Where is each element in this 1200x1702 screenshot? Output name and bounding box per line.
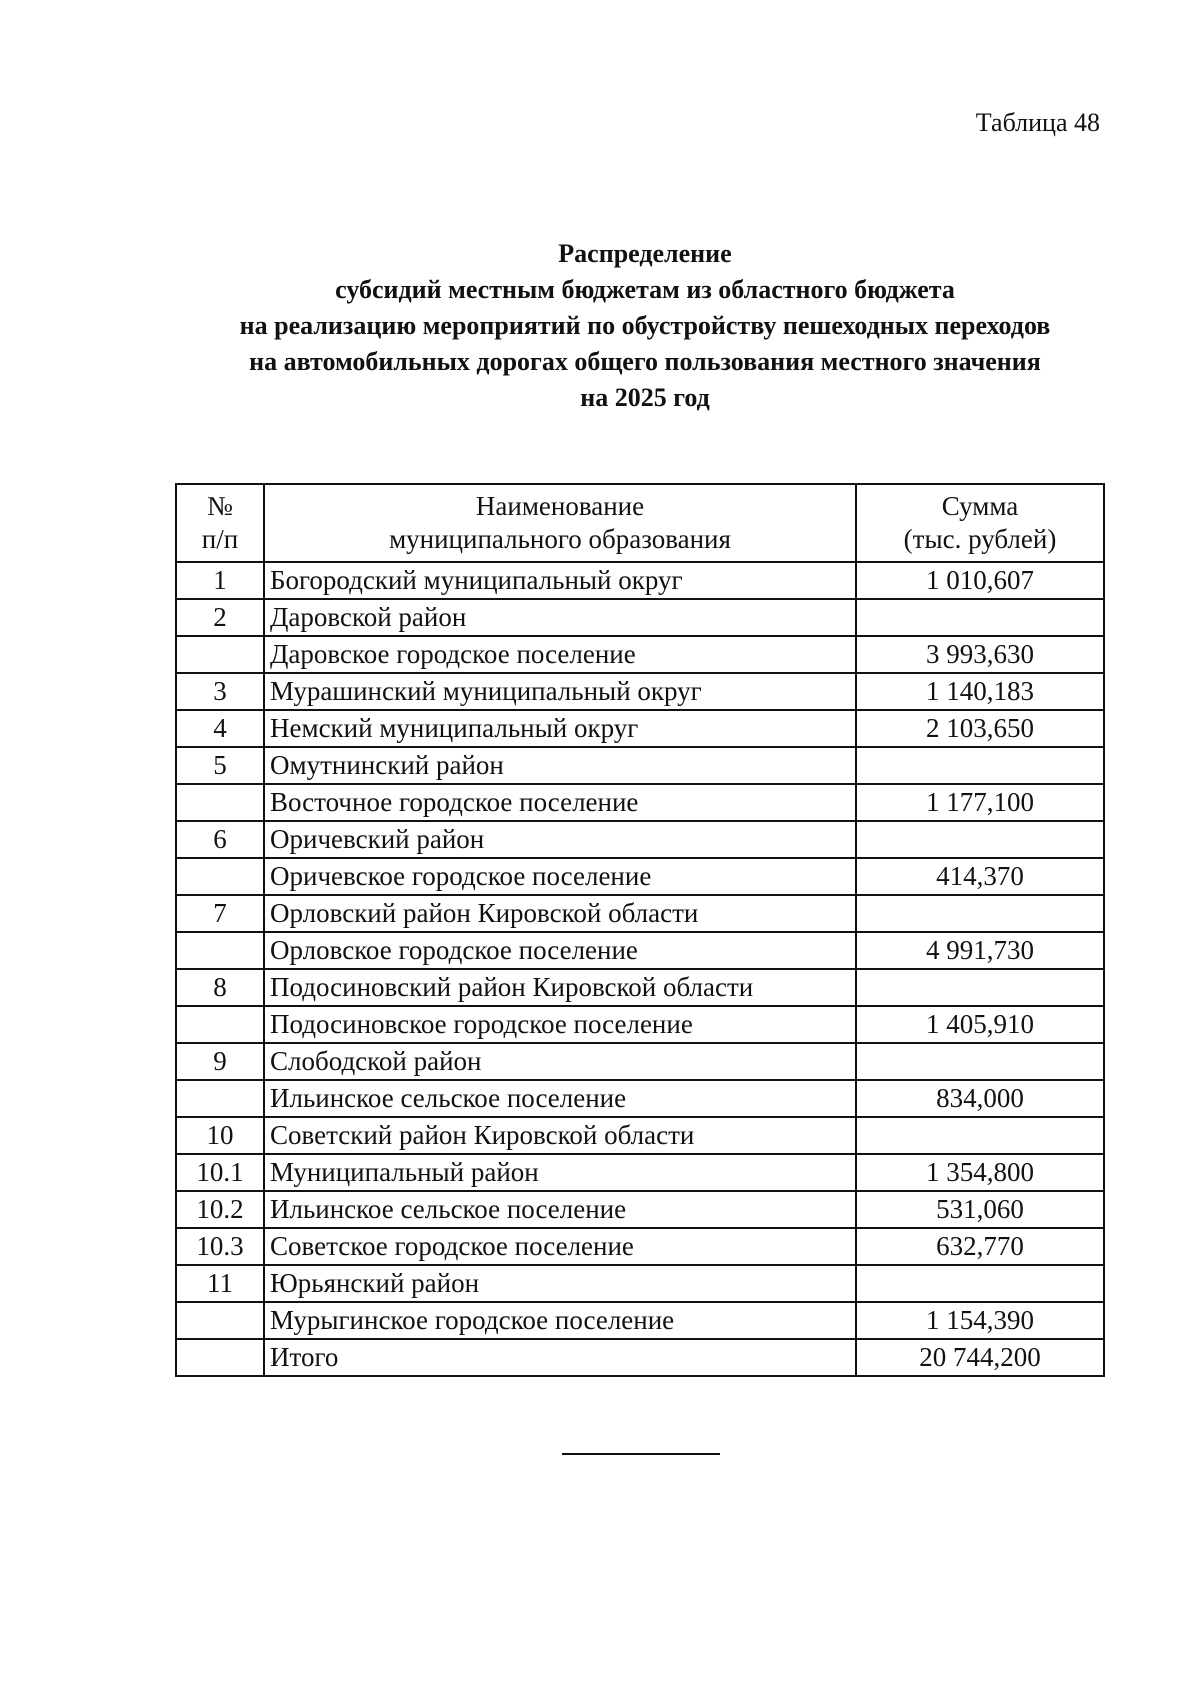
row-sum xyxy=(856,895,1104,932)
table-row xyxy=(176,599,1104,636)
row-number: 8 xyxy=(176,969,264,1006)
row-number: 1 xyxy=(176,562,264,599)
row-sum xyxy=(856,1043,1104,1080)
row-number xyxy=(176,1302,264,1339)
document-title xyxy=(150,236,1140,416)
row-sum: 1 354,800 xyxy=(856,1154,1104,1191)
row-number xyxy=(176,1006,264,1043)
row-name: Подосиновский район Кировской области xyxy=(264,969,856,1006)
table-row xyxy=(176,1006,1104,1043)
row-number xyxy=(176,1080,264,1117)
header-number xyxy=(176,484,264,562)
row-number xyxy=(176,636,264,673)
header-sum-line2: (тыс. рублей) xyxy=(903,524,1057,554)
row-number xyxy=(176,1339,264,1376)
row-number: 10 xyxy=(176,1117,264,1154)
header-sum-line1: Сумма xyxy=(941,491,1019,521)
row-name: Восточное городское поселение xyxy=(264,784,856,821)
row-name: Ильинское сельское поселение xyxy=(264,1080,856,1117)
table-header-row xyxy=(176,484,1104,562)
row-name: Советский район Кировской области xyxy=(264,1117,856,1154)
table-row xyxy=(176,895,1104,932)
row-sum: 3 993,630 xyxy=(856,636,1104,673)
row-number: 10.1 xyxy=(176,1154,264,1191)
table-row xyxy=(176,1117,1104,1154)
row-name: Оричевский район xyxy=(264,821,856,858)
row-name: Ильинское сельское поселение xyxy=(264,1191,856,1228)
header-number-line1: № xyxy=(207,491,233,521)
subsidy-distribution-table xyxy=(175,483,1105,1377)
row-sum xyxy=(856,1117,1104,1154)
table-row xyxy=(176,1043,1104,1080)
row-name: Орловское городское поселение xyxy=(264,932,856,969)
title-line: на 2025 год xyxy=(580,383,710,412)
row-sum xyxy=(856,599,1104,636)
row-name: Мурыгинское городское поселение xyxy=(264,1302,856,1339)
row-sum: 1 140,183 xyxy=(856,673,1104,710)
row-name: Орловский район Кировской области xyxy=(264,895,856,932)
table-row xyxy=(176,562,1104,599)
row-sum: 4 991,730 xyxy=(856,932,1104,969)
row-sum: 834,000 xyxy=(856,1080,1104,1117)
row-name: Даровское городское поселение xyxy=(264,636,856,673)
row-number: 6 xyxy=(176,821,264,858)
row-sum: 632,770 xyxy=(856,1228,1104,1265)
row-number: 3 xyxy=(176,673,264,710)
row-number: 9 xyxy=(176,1043,264,1080)
row-name: Мурашинский муниципальный округ xyxy=(264,673,856,710)
table-row xyxy=(176,932,1104,969)
table-row xyxy=(176,636,1104,673)
row-sum: 20 744,200 xyxy=(856,1339,1104,1376)
table-row xyxy=(176,821,1104,858)
row-name: Омутнинский район xyxy=(264,747,856,784)
row-number: 11 xyxy=(176,1265,264,1302)
row-sum: 414,370 xyxy=(856,858,1104,895)
row-name: Подосиновское городское поселение xyxy=(264,1006,856,1043)
header-number-line2: п/п xyxy=(201,524,239,554)
row-sum: 1 405,910 xyxy=(856,1006,1104,1043)
table-row xyxy=(176,1154,1104,1191)
end-divider-line xyxy=(562,1453,720,1455)
table-row xyxy=(176,969,1104,1006)
row-name: Муниципальный район xyxy=(264,1154,856,1191)
row-sum: 1 154,390 xyxy=(856,1302,1104,1339)
row-name: Немский муниципальный округ xyxy=(264,710,856,747)
header-name xyxy=(264,484,856,562)
table-row xyxy=(176,1228,1104,1265)
row-number xyxy=(176,932,264,969)
table-row xyxy=(176,784,1104,821)
title-line: Распределение xyxy=(558,239,732,268)
table-row xyxy=(176,1339,1104,1376)
row-number: 10.2 xyxy=(176,1191,264,1228)
row-number: 4 xyxy=(176,710,264,747)
row-name: Советское городское поселение xyxy=(264,1228,856,1265)
row-sum xyxy=(856,821,1104,858)
table-row xyxy=(176,1191,1104,1228)
table-row xyxy=(176,1265,1104,1302)
row-sum xyxy=(856,1265,1104,1302)
row-number: 7 xyxy=(176,895,264,932)
row-number xyxy=(176,858,264,895)
row-number: 5 xyxy=(176,747,264,784)
row-number: 2 xyxy=(176,599,264,636)
row-name: Слободской район xyxy=(264,1043,856,1080)
row-name: Юрьянский район xyxy=(264,1265,856,1302)
header-sum xyxy=(856,484,1104,562)
row-sum: 1 010,607 xyxy=(856,562,1104,599)
title-line: субсидий местным бюджетам из областного бюджета xyxy=(335,275,955,304)
table-row xyxy=(176,747,1104,784)
table-row xyxy=(176,710,1104,747)
table-number-label: Таблица 48 xyxy=(975,108,1100,137)
row-sum xyxy=(856,747,1104,784)
table-row xyxy=(176,1080,1104,1117)
title-line: на автомобильных дорогах общего пользования местного значения xyxy=(249,347,1041,376)
row-sum: 531,060 xyxy=(856,1191,1104,1228)
row-number: 10.3 xyxy=(176,1228,264,1265)
row-number xyxy=(176,784,264,821)
row-sum: 1 177,100 xyxy=(856,784,1104,821)
row-name: Оричевское городское поселение xyxy=(264,858,856,895)
row-sum xyxy=(856,969,1104,1006)
table-row xyxy=(176,673,1104,710)
table-row xyxy=(176,1302,1104,1339)
header-name-line1: Наименование xyxy=(475,491,645,521)
row-name: Богородский муниципальный округ xyxy=(264,562,856,599)
title-line: на реализацию мероприятий по обустройству пешеходных переходов xyxy=(239,311,1051,340)
row-name: Даровской район xyxy=(264,599,856,636)
table-row xyxy=(176,858,1104,895)
row-name: Итого xyxy=(264,1339,856,1376)
row-sum: 2 103,650 xyxy=(856,710,1104,747)
header-name-line2: муниципального образования xyxy=(389,524,731,554)
